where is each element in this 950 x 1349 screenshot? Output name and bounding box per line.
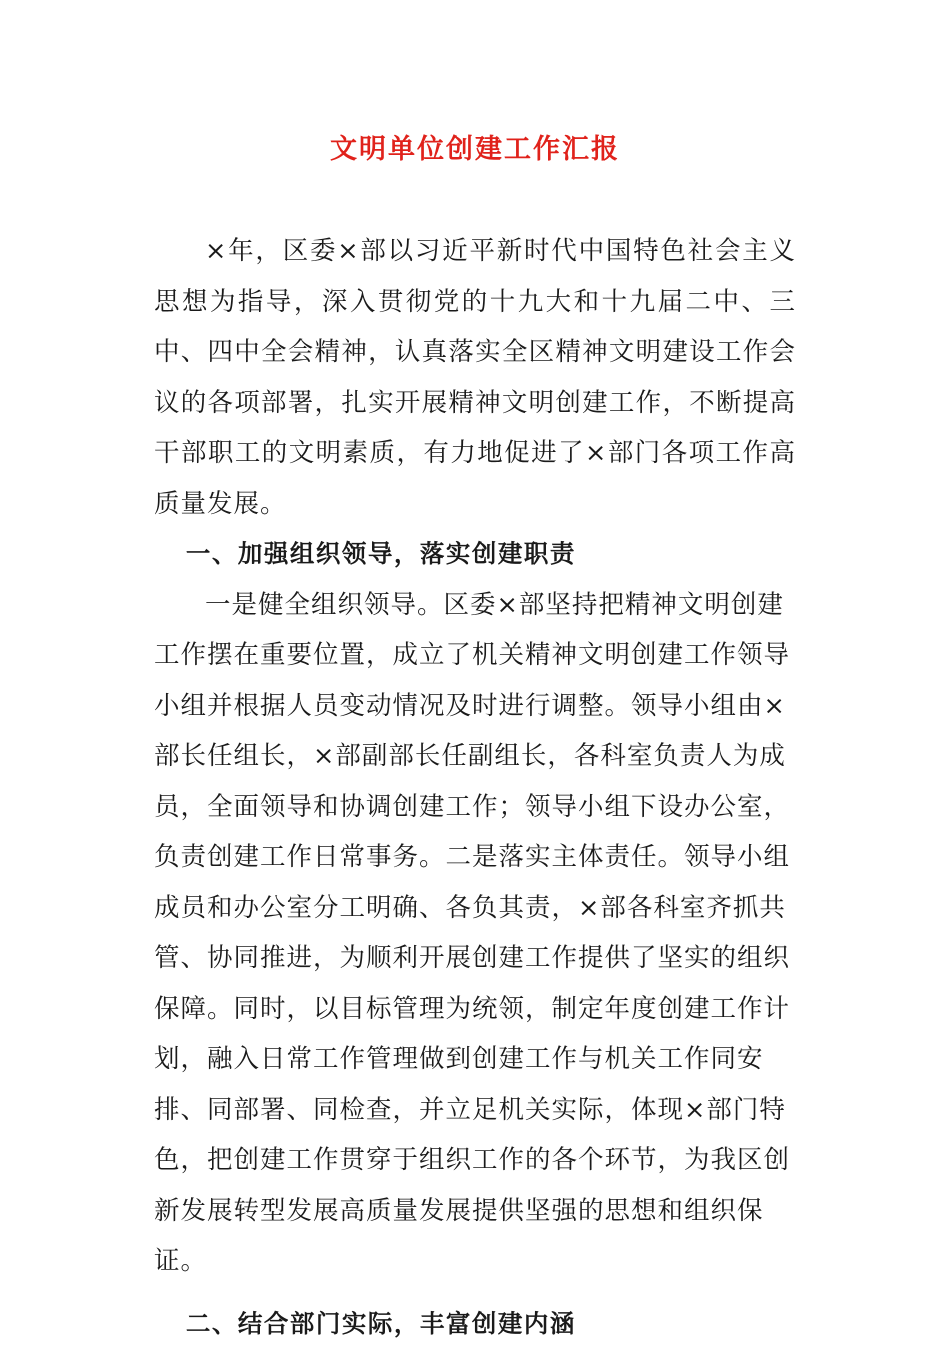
section-heading-1: 一、加强组织领导，落实创建职责 — [154, 529, 796, 580]
document-body — [154, 226, 796, 1349]
intro-paragraph: ×年，区委×部以习近平新时代中国特色社会主义思想为指导，深入贯彻党的十九大和十九届二中、三中、四中全会精神，认真落实全区精神文明建设工作会议的各项部署，扎实开展精神文明创建工作，不断提高干部职工的文明素质，有力地促进了×部门各项工作高质量发展。 — [154, 226, 796, 529]
document-title: 文明单位创建工作汇报 — [0, 130, 950, 170]
section-heading-2: 二、结合部门实际，丰富创建内涵 — [154, 1299, 796, 1349]
section-1-paragraph: 一是健全组织领导。区委×部坚持把精神文明创建工作摆在重要位置，成立了机关精神文明创建工作领导小组并根据人员变动情况及时进行调整。领导小组由×部长任组长，×部副部长任副组长，各科室负责人为成员，全面领导和协调创建工作；领导小组下设办公室，负责创建工作日常事务。二是落实主体责任。领导小组成员和办公室分工明确、各负其责，×部各科室齐抓共管、协同推进，为顺利开展创建工作提供了坚实的组织保障。同时，以目标管理为统领，制定年度创建工作计划，融入日常工作管理做到创建工作与机关工作同安排、同部署、同检查，并立足机关实际，体现×部门特色，把创建工作贯穿于组织工作的各个环节，为我区创新发展转型发展高质量发展提供坚强的思想和组织保证。 — [154, 580, 796, 1287]
